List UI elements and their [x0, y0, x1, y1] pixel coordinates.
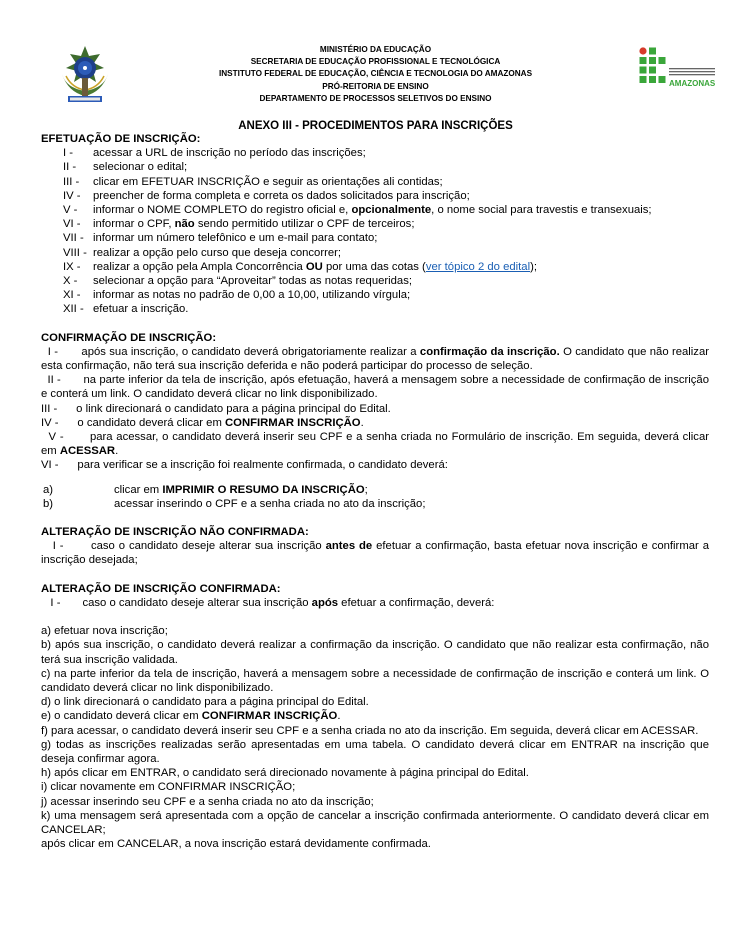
list-item: g) todas as inscrições realizadas serão apresentadas em uma tabela. O candidato deverá clicar em ENTRAR na inscrição que deseja confirmar agora.: [41, 738, 709, 765]
section-heading-efetuacao: EFETUAÇÃO DE INSCRIÇÃO:: [41, 133, 201, 145]
list-item: k) uma mensagem será apresentada com a opção de cancelar a inscrição confirmada anteriormente. O candidato deverá clicar em CANCELAR;: [41, 809, 709, 836]
edital-topic-link[interactable]: ver tópico 2 do edital: [425, 260, 531, 273]
list-item: e) o candidato deverá clicar em CONFIRMAR INSCRIÇÃO.: [41, 710, 341, 723]
paragraph: I - após sua inscrição, o candidato deverá obrigatoriamente realizar a confirmação da inscrição. O candidato que não realizar esta confirmação, não terá sua inscrição deferida e não poderá participar do processo de seleção.: [41, 345, 710, 373]
list-item: f) para acessar, o candidato deverá inserir seu CPF e a senha criada no ato da inscrição. Em seguida, deverá clicar em ACESSAR.: [41, 724, 699, 737]
list-item: VII - informar um número telefônico e um e-mail para contato;: [63, 232, 378, 245]
paragraph: IV - o candidato deverá clicar em CONFIRMAR INSCRIÇÃO.: [41, 416, 364, 429]
list-item: a) efetuar nova inscrição;: [41, 625, 168, 638]
list-item: h) após clicar em ENTRAR, o candidato será direcionado novamente à página principal do Edital.: [41, 767, 529, 780]
list-item: VIII - realizar a opção pelo curso que deseja concorrer;: [63, 246, 342, 259]
document-body: [41, 132, 709, 851]
section-heading-confirmacao: CONFIRMAÇÃO DE INSCRIÇÃO:: [41, 331, 217, 344]
list-item: XII - efetuar a inscrição.: [63, 303, 189, 316]
list-item: b) após sua inscrição, o candidato deverá realizar a confirmação da inscrição. O candidato que não realizar esta confirmação, não terá sua inscrição validada.: [41, 639, 709, 666]
closing-paragraph: após clicar em CANCELAR, a nova inscrição estará devidamente confirmada.: [41, 838, 431, 851]
list-item: X - selecionar a opção para “Aproveitar” todas as notas requeridas;: [63, 275, 413, 288]
paragraph: II - na parte inferior da tela de inscrição, após efetuação, haverá a mensagem sobre a necessidade de confirmação de inscrição e conterá um link. O candidato deverá clicar no link disponibilizado.: [41, 374, 709, 401]
list-item: XI - informar as notas no padrão de 0,00 a 10,00, utilizando vírgula;: [63, 289, 411, 302]
annex-title: ANEXO III - PROCEDIMENTOS PARA INSCRIÇÕES: [238, 120, 513, 132]
list-item: II - selecionar o edital;: [63, 161, 188, 174]
header-line-secretary: SECRETARIA DE EDUCAÇÃO PROFISSIONAL E TECNOLÓGICA: [250, 57, 501, 67]
list-item: III - clicar em EFETUAR INSCRIÇÃO e seguir as orientações ali contidas;: [63, 175, 443, 188]
list-item: d) o link direcionará o candidato para a página principal do Edital.: [41, 696, 369, 709]
list-item: b) acessar inserindo o CPF e a senha criada no ato da inscrição;: [43, 497, 426, 510]
header-line-institute: INSTITUTO FEDERAL DE EDUCAÇÃO, CIÊNCIA E TECNOLOGIA DO AMAZONAS: [218, 69, 533, 79]
list-item: IV - preencher de forma completa e correta os dados solicitados para inscrição;: [63, 189, 470, 202]
section-heading-confirmada: ALTERAÇÃO DE INSCRIÇÃO CONFIRMADA:: [41, 582, 281, 595]
header-line-pro-rectory: PRÓ-REITORIA DE ENSINO: [322, 81, 429, 91]
section-heading-nao-confirmada: ALTERAÇÃO DE INSCRIÇÃO NÃO CONFIRMADA:: [41, 526, 309, 539]
ifam-logo-text: AMAZONAS: [669, 79, 716, 88]
list-item: VI - informar o CPF, não sendo permitido utilizar o CPF de terceiros;: [63, 218, 415, 231]
list-item: i) clicar novamente em CONFIRMAR INSCRIÇÃO;: [41, 781, 296, 794]
list-item: j) acessar inserindo seu CPF e a senha criada no ato da inscrição;: [41, 795, 374, 808]
paragraph: VI - para verificar se a inscrição foi realmente confirmada, o candidato deverá:: [41, 459, 448, 472]
list-item: I - acessar a URL de inscrição no período das inscrições;: [63, 147, 366, 160]
list-item: c) na parte inferior da tela de inscrição, haverá a mensagem sobre a necessidade de confirmação de inscrição e conterá um link. O candidato deverá clicar no link disponibilizado.: [41, 667, 709, 694]
paragraph: III - o link direcionará o candidato para a página principal do Edital.: [41, 402, 391, 415]
header-line-department: DEPARTAMENTO DE PROCESSOS SELETIVOS DO ENSINO: [259, 93, 492, 103]
list-item: IX - realizar a opção pela Ampla Concorrência OU por uma das cotas (ver tópico 2 do edital);: [63, 260, 537, 273]
list-item: a) clicar em IMPRIMIR O RESUMO DA INSCRIÇÃO;: [43, 483, 368, 496]
ifam-logo: [638, 46, 720, 90]
paragraph: V - para acessar, o candidato deverá inserir seu CPF e a senha criada no Formulário de inscrição. Em seguida, deverá clicar em ACESSAR.: [41, 431, 709, 458]
paragraph: I - caso o candidato deseje alterar sua inscrição antes de efetuar a confirmação, basta efetuar nova inscrição e confirmar a inscrição desejada;: [41, 540, 709, 567]
header-line-ministry: MINISTÉRIO DA EDUCAÇÃO: [319, 45, 432, 54]
list-item: V - informar o NOME COMPLETO do registro oficial e, opcionalmente, o nome social para travestis e transexuais;: [63, 204, 652, 217]
paragraph: I - caso o candidato deseje alterar sua inscrição após efetuar a confirmação, deverá:: [50, 596, 495, 609]
